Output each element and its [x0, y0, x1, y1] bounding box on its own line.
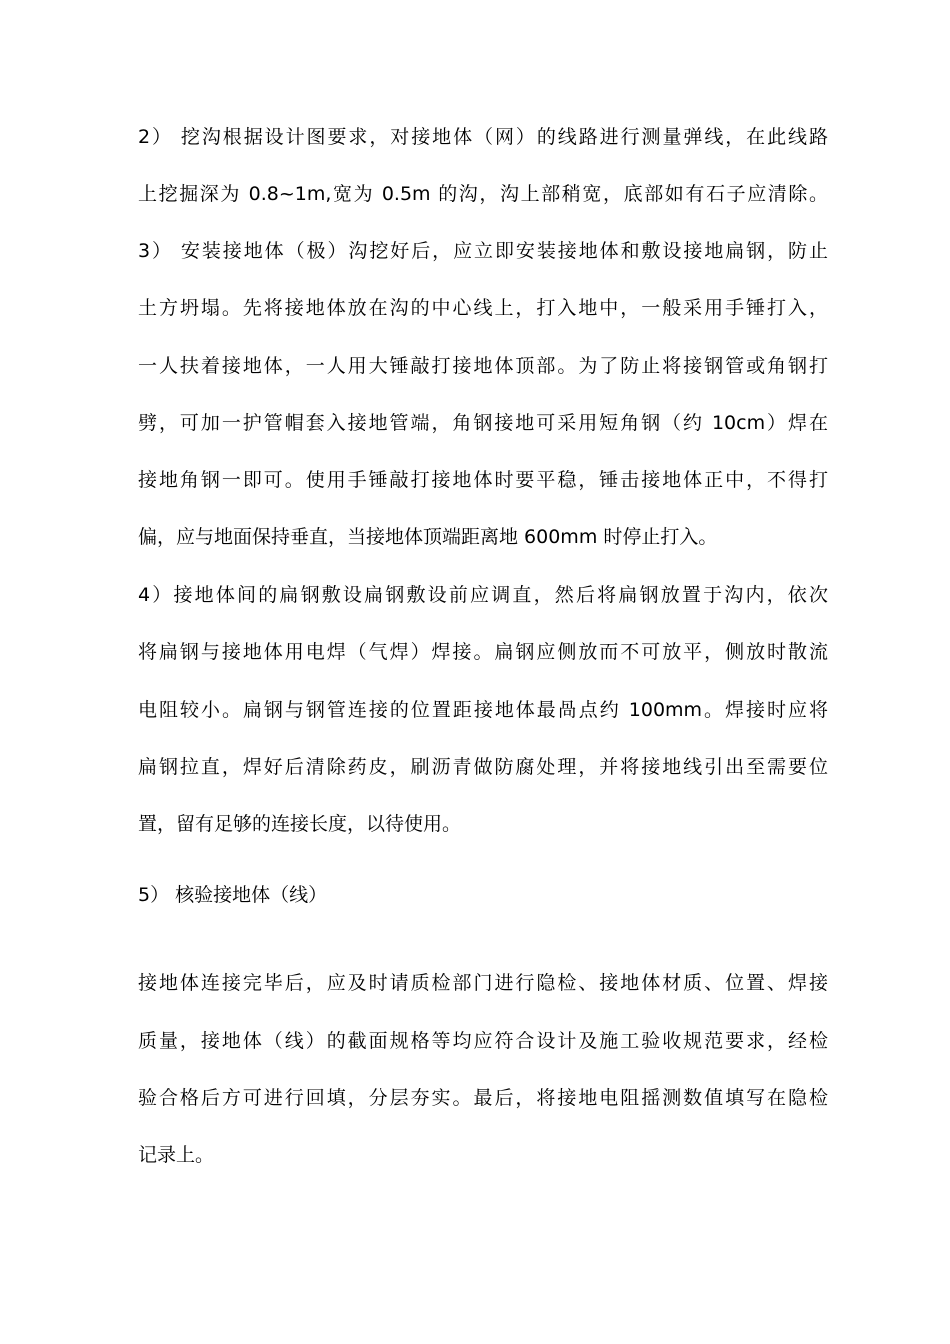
text-line: 土方坍塌。先将接地体放在沟的中心线上，打入地中，一般采用手锤打入，: [138, 297, 828, 319]
section-heading: 5） 核验接地体（线）: [138, 884, 328, 906]
text-line: 4）接地体间的扁钢敷设扁钢敷设前应调直，然后将扁钢放置于沟内，依次: [138, 584, 828, 606]
text-line: 2） 挖沟根据设计图要求，对接地体（网）的线路进行测量弹线，在此线路: [138, 126, 828, 148]
text-line: 扁钢拉直，焊好后清除药皮，刷沥青做防腐处理，并将接地线引出至需要位: [138, 756, 828, 778]
text-line: 3） 安装接地体（极）沟挖好后，应立即安装接地体和敷设接地扁钢，防止: [138, 240, 828, 262]
text-line: 记录上。: [138, 1144, 215, 1166]
text-line: 验合格后方可进行回填，分层夯实。最后，将接地电阻摇测数值填写在隐检: [138, 1087, 828, 1109]
text-line: 劈，可加一护管帽套入接地管端，角钢接地可采用短角钢（约 10cm）焊在: [138, 412, 828, 434]
text-line: 电阻较小。扁钢与钢管连接的位置距接地体最咼点约 100mm。焊接时应将: [138, 699, 828, 721]
text-line: 将扁钢与接地体用电焊（气焊）焊接。扁钢应侧放而不可放平，侧放时散流: [138, 641, 828, 663]
text-line: 上挖掘深为 0.8~1m,宽为 0.5m 的沟，沟上部稍宽，底部如有石子应清除。: [138, 183, 828, 205]
text-line: 接地体连接完毕后，应及时请质检部门进行隐检、接地体材质、位置、焊接: [138, 972, 828, 994]
text-line: 质量，接地体（线）的截面规格等均应符合设计及施工验收规范要求，经检: [138, 1030, 828, 1052]
text-line: 接地角钢一即可。使用手锤敲打接地体时要平稳，锤击接地体正中，不得打: [138, 469, 828, 491]
text-line: 一人扶着接地体，一人用大锤敲打接地体顶部。为了防止将接钢管或角钢打: [138, 355, 828, 377]
text-line: 偏，应与地面保持垂直，当接地体顶端距离地 600mm 时停止打入。: [138, 526, 718, 548]
text-line: 置，留有足够的连接长度，以待使用。: [138, 813, 462, 835]
